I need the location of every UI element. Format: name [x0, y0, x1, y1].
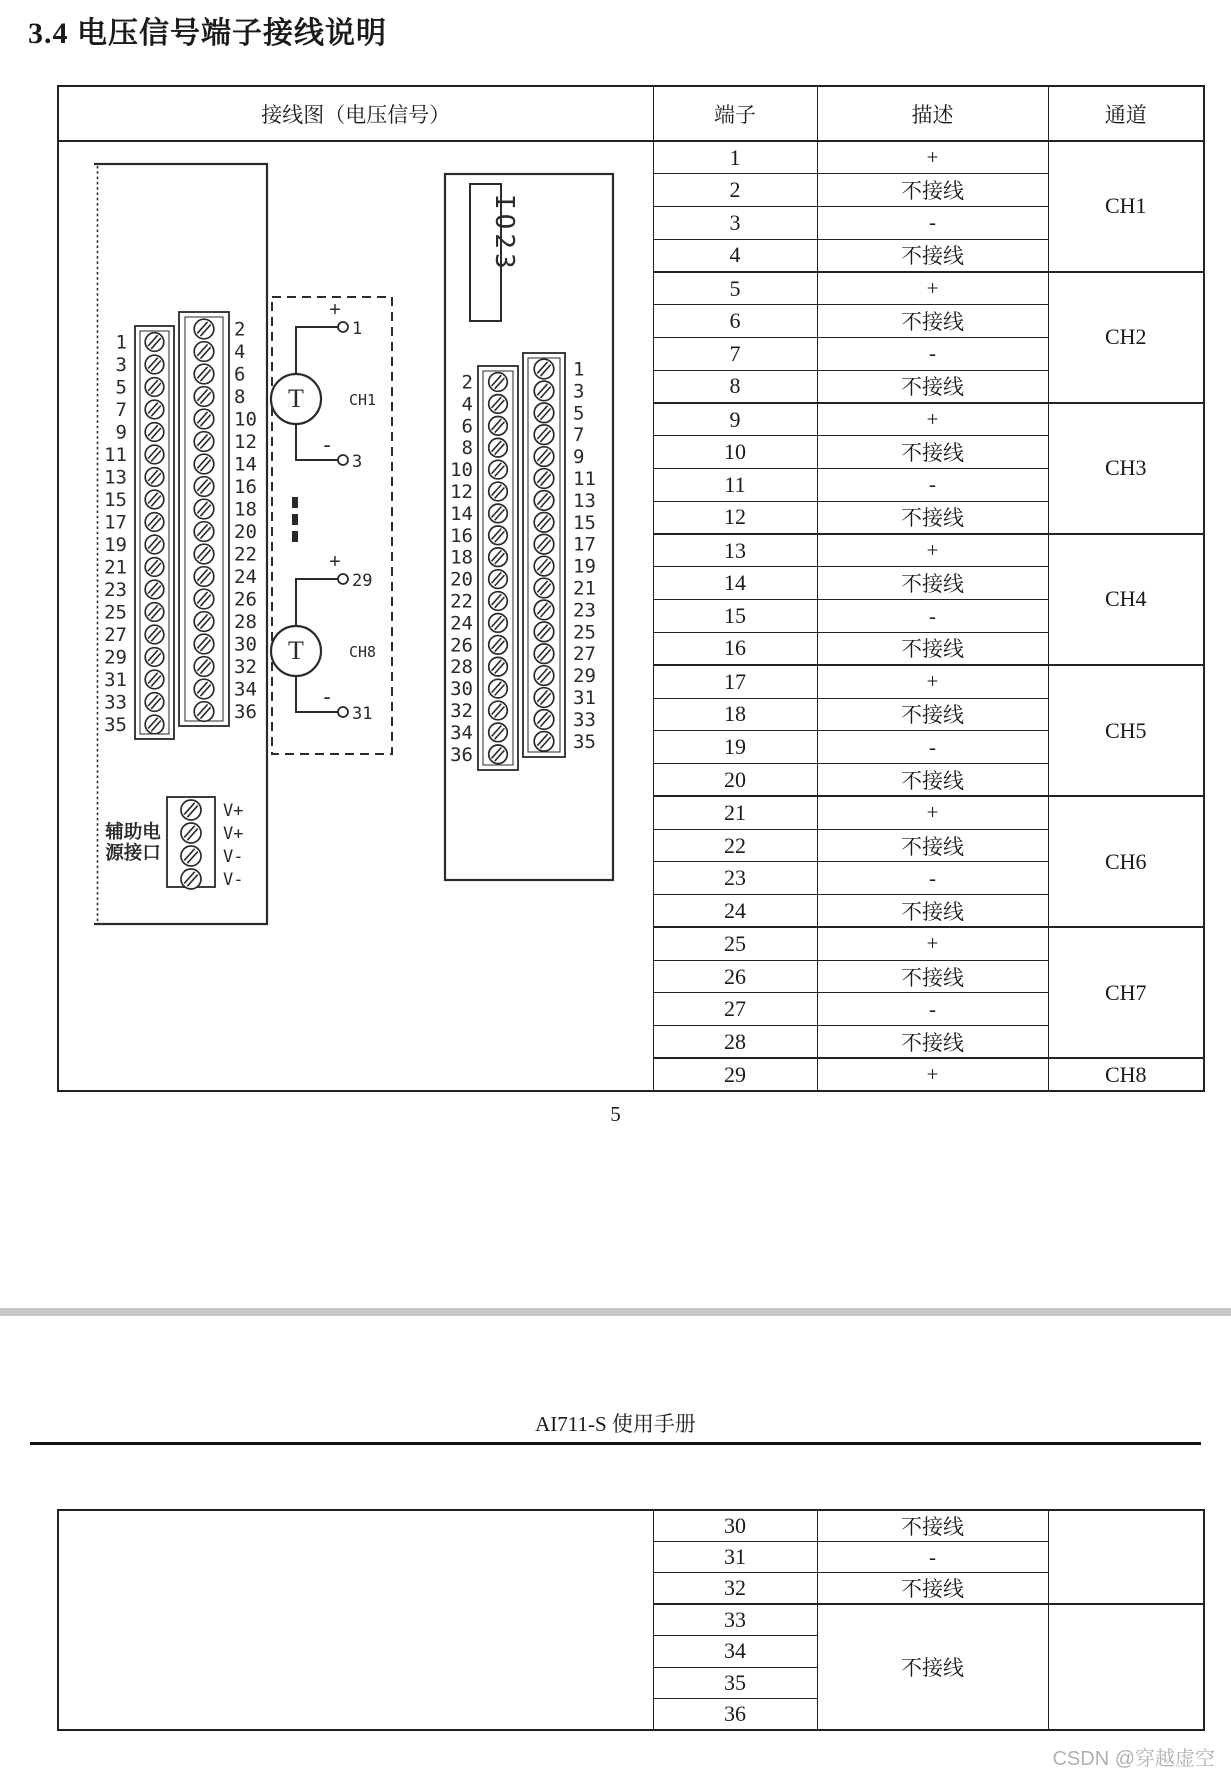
screw-icon	[489, 482, 508, 501]
page-number: 5	[610, 1102, 621, 1126]
channel-name-label: CH8	[349, 643, 377, 661]
terminal-cell: 4	[653, 239, 817, 272]
terminal-strip-odd	[523, 353, 565, 757]
plus-sign: +	[329, 551, 341, 573]
wiring-table-header-row	[58, 86, 1204, 141]
description-cell: 不接线	[817, 239, 1048, 272]
description-cell: 不接线	[817, 1510, 1048, 1542]
description-cell: 不接线	[817, 698, 1048, 731]
screw-icon	[534, 534, 554, 554]
description-cell: +	[817, 141, 1048, 174]
transducer-symbol: T	[288, 384, 304, 413]
description-cell: 不接线	[817, 632, 1048, 665]
circuit-terminal-label: 31	[352, 704, 373, 724]
wiring-diagram	[59, 142, 653, 1090]
wire	[296, 676, 338, 712]
channel-cell: CH8	[1048, 1058, 1204, 1091]
terminal-number-label: 26	[450, 634, 473, 657]
terminal-number-label: 34	[234, 678, 257, 701]
terminal-strip-even	[478, 366, 518, 770]
screw-icon	[181, 800, 201, 820]
terminal-number-label: 3	[573, 380, 585, 403]
terminal-cell: 9	[653, 403, 817, 436]
terminal-cell: 31	[653, 1542, 817, 1573]
terminal-number-label: 24	[234, 566, 257, 588]
channel-cell: CH2	[1048, 272, 1204, 403]
screw-icon	[489, 723, 508, 742]
terminal-number-label: 16	[450, 524, 473, 547]
description-cell: +	[817, 403, 1048, 436]
terminal-number-label: 32	[234, 656, 257, 678]
screw-icon	[194, 319, 214, 339]
channel-cell: CH7	[1048, 927, 1204, 1058]
terminal-number-label: 36	[234, 701, 257, 723]
screw-icon	[489, 395, 508, 414]
description-cell: 不接线	[817, 1026, 1048, 1059]
description-cell: 不接线	[817, 174, 1048, 207]
description-cell: +	[817, 796, 1048, 829]
terminal-number-label: 6	[461, 415, 473, 438]
screw-icon	[145, 468, 164, 487]
circuit-terminal-label: 1	[352, 319, 363, 339]
screw-icon	[489, 526, 508, 545]
description-cell: 不接线	[817, 763, 1048, 796]
terminal-number-label: 2	[461, 371, 473, 394]
terminal-cell: 15	[653, 600, 817, 633]
terminal-number-label: 21	[573, 577, 596, 600]
screw-icon	[194, 657, 214, 677]
description-cell: 不接线	[817, 1573, 1048, 1605]
terminal-cell: 12	[653, 501, 817, 534]
screw-icon	[194, 409, 214, 429]
screw-icon	[534, 513, 554, 533]
terminal-number-label: 31	[104, 669, 127, 691]
terminal-strip-even	[179, 312, 229, 726]
ellipsis-dot	[292, 514, 298, 525]
description-cell: -	[817, 206, 1048, 239]
right-terminal-module	[445, 174, 613, 880]
terminal-cell: 10	[653, 436, 817, 469]
terminal-cell: 11	[653, 469, 817, 502]
screw-icon	[534, 622, 554, 642]
screw-icon	[489, 614, 508, 633]
channel-cell: CH6	[1048, 796, 1204, 927]
module-id-label: IO23	[489, 194, 519, 273]
terminal-cell: 14	[653, 567, 817, 600]
terminal-cell: 5	[653, 272, 817, 305]
screw-icon	[489, 417, 508, 436]
diagram-column-empty-cell	[58, 1510, 653, 1730]
screw-icon	[181, 823, 201, 843]
channel-cell: CH3	[1048, 403, 1204, 534]
description-cell: 不接线	[817, 1604, 1048, 1730]
screw-icon	[534, 600, 554, 620]
description-cell: 不接线	[817, 501, 1048, 534]
minus-sign: -	[323, 684, 331, 709]
screw-icon	[194, 342, 214, 362]
terminal-number-label: 12	[450, 481, 473, 503]
terminal-cell: 6	[653, 305, 817, 338]
terminal-number-label: 16	[234, 476, 257, 498]
terminal-number-label: 15	[573, 511, 596, 534]
terminal-number-label: 6	[234, 363, 246, 386]
screw-icon	[194, 567, 214, 587]
continuation-table-body	[58, 1510, 1204, 1730]
terminal-number-label: 22	[450, 590, 473, 613]
screw-icon	[489, 636, 508, 655]
terminal-point	[338, 574, 348, 584]
description-cell: -	[817, 731, 1048, 764]
screw-icon	[145, 715, 164, 734]
terminal-number-label: 33	[573, 708, 596, 731]
screw-icon	[534, 710, 554, 730]
terminal-number-label: 31	[573, 687, 596, 709]
ellipsis-dot	[292, 531, 298, 542]
description-cell: 不接线	[817, 370, 1048, 403]
channel-cell: CH5	[1048, 665, 1204, 796]
screw-icon	[534, 447, 554, 467]
transducer-circuit	[271, 551, 376, 724]
terminal-number-label: 12	[234, 431, 257, 453]
screw-icon	[145, 378, 164, 397]
terminal-number-label: 10	[234, 408, 257, 431]
terminal-cell: 35	[653, 1667, 817, 1698]
screw-icon	[145, 535, 164, 554]
terminal-number-label: 36	[450, 743, 473, 766]
terminal-number-label: 5	[573, 402, 585, 425]
wire	[296, 327, 338, 374]
terminal-cell: 20	[653, 763, 817, 796]
terminal-number-label: 30	[450, 678, 473, 701]
terminal-cell: 22	[653, 829, 817, 862]
section-title: 3.4 电压信号端子接线说明	[28, 17, 387, 50]
terminal-cell: 23	[653, 862, 817, 895]
terminal-number-label: 28	[450, 656, 473, 679]
header-description: 描述	[817, 86, 1048, 141]
aux-power-label: 辅助电	[105, 821, 161, 842]
description-cell: +	[817, 665, 1048, 698]
screw-icon	[534, 644, 554, 664]
description-cell: -	[817, 337, 1048, 370]
screw-icon	[489, 745, 508, 764]
channel-cell	[1048, 1510, 1204, 1604]
screw-icon	[145, 580, 164, 599]
screw-icon	[534, 732, 554, 752]
description-cell: +	[817, 927, 1048, 960]
table-row	[58, 1510, 1204, 1542]
terminal-number-label: 22	[234, 543, 257, 566]
wire	[296, 424, 338, 460]
terminal-number-label: 33	[104, 691, 127, 714]
screw-icon	[534, 556, 554, 576]
description-cell: -	[817, 600, 1048, 633]
terminal-number-label: 15	[104, 489, 127, 511]
screw-icon	[145, 355, 164, 374]
description-cell: -	[817, 993, 1048, 1026]
wire	[296, 579, 338, 626]
terminal-cell: 33	[653, 1604, 817, 1635]
wiring-diagram-cell	[58, 141, 653, 1091]
manual-title: AI711-S 使用手册	[535, 1412, 696, 1436]
terminal-number-label: 1	[115, 331, 127, 354]
terminal-cell: 18	[653, 698, 817, 731]
terminal-number-label: 11	[104, 444, 127, 466]
terminal-number-label: 11	[573, 468, 596, 490]
aux-terminal-label: V-	[223, 847, 244, 867]
terminal-number-label: 25	[573, 621, 596, 644]
screw-icon	[489, 438, 508, 457]
terminal-point	[338, 322, 348, 332]
terminal-number-label: 7	[573, 424, 585, 447]
screw-icon	[534, 403, 554, 423]
terminal-point	[338, 707, 348, 717]
screw-icon	[145, 558, 164, 577]
table-row	[58, 141, 1204, 174]
continuation-table	[57, 1509, 1205, 1731]
terminal-cell: 16	[653, 632, 817, 665]
screw-icon	[194, 702, 214, 722]
screw-icon	[489, 548, 508, 567]
manual-title-rule	[30, 1442, 1201, 1445]
terminal-number-label: 32	[450, 700, 473, 722]
channel-name-label: CH1	[349, 391, 377, 409]
terminal-number-label: 14	[450, 502, 473, 525]
screw-icon	[489, 460, 508, 479]
screw-icon	[534, 425, 554, 445]
terminal-cell: 28	[653, 1026, 817, 1059]
terminal-number-label: 14	[234, 453, 257, 476]
screw-icon	[489, 592, 508, 611]
screw-icon	[489, 701, 508, 720]
screw-icon	[145, 648, 164, 667]
wiring-table	[57, 85, 1205, 1092]
terminal-number-label: 29	[573, 665, 596, 688]
terminal-number-label: 35	[573, 730, 596, 753]
terminal-cell: 7	[653, 337, 817, 370]
terminal-cell: 21	[653, 796, 817, 829]
terminal-cell: 27	[653, 993, 817, 1026]
terminal-number-label: 18	[234, 498, 257, 521]
ellipsis-dot	[292, 497, 298, 508]
minus-sign: -	[323, 432, 331, 457]
screw-icon	[534, 469, 554, 489]
terminal-number-label: 25	[104, 601, 127, 624]
terminal-cell: 2	[653, 174, 817, 207]
screw-icon	[145, 625, 164, 644]
terminal-number-label: 1	[573, 358, 585, 381]
terminal-number-label: 2	[234, 318, 246, 341]
terminal-number-label: 13	[104, 466, 127, 489]
screw-icon	[194, 612, 214, 632]
screw-icon	[145, 693, 164, 712]
terminal-number-label: 20	[234, 521, 257, 543]
terminal-cell: 25	[653, 927, 817, 960]
terminal-number-label: 27	[573, 643, 596, 666]
screw-icon	[534, 381, 554, 401]
description-cell: +	[817, 1058, 1048, 1091]
terminal-number-label: 3	[115, 354, 127, 376]
terminal-number-label: 17	[573, 533, 596, 556]
screw-icon	[489, 570, 508, 589]
description-cell: +	[817, 534, 1048, 567]
description-cell: -	[817, 1542, 1048, 1573]
screw-icon	[145, 400, 164, 419]
screw-icon	[489, 504, 508, 523]
terminal-number-label: 7	[115, 399, 127, 421]
description-cell: 不接线	[817, 436, 1048, 469]
terminal-number-label: 19	[104, 534, 127, 556]
screw-icon	[194, 432, 214, 452]
plus-sign: +	[329, 299, 341, 321]
screw-icon	[145, 670, 164, 689]
channel-cell: CH4	[1048, 534, 1204, 665]
terminal-number-label: 8	[461, 437, 473, 460]
aux-terminal-label: V-	[223, 870, 244, 890]
terminal-number-label: 21	[104, 556, 127, 579]
screw-icon	[145, 445, 164, 464]
screw-icon	[194, 499, 214, 519]
description-cell: -	[817, 862, 1048, 895]
terminal-number-label: 24	[450, 612, 473, 635]
terminal-number-label: 35	[104, 714, 127, 736]
screw-icon	[534, 359, 554, 379]
description-cell: 不接线	[817, 305, 1048, 338]
screw-icon	[145, 423, 164, 442]
terminal-point	[338, 455, 348, 465]
terminal-cell: 1	[653, 141, 817, 174]
screw-icon	[534, 578, 554, 598]
aux-power-connector	[104, 797, 243, 890]
terminal-cell: 30	[653, 1510, 817, 1542]
signal-circuit-box	[271, 297, 392, 754]
screw-icon	[194, 364, 214, 384]
transducer-symbol: T	[288, 636, 304, 665]
screw-icon	[194, 454, 214, 474]
screw-icon	[194, 544, 214, 564]
screw-icon	[489, 657, 508, 676]
terminal-cell: 17	[653, 665, 817, 698]
description-cell: 不接线	[817, 567, 1048, 600]
aux-terminal-label: V+	[223, 801, 244, 821]
screw-icon	[489, 679, 508, 698]
left-terminal-module	[94, 164, 267, 924]
terminal-cell: 32	[653, 1573, 817, 1605]
screw-icon	[145, 603, 164, 622]
wiring-table-body	[58, 141, 1204, 1091]
terminal-strip-odd	[135, 326, 174, 739]
circuit-terminal-label: 3	[352, 452, 363, 472]
terminal-number-label: 27	[104, 624, 127, 646]
screw-icon	[194, 522, 214, 542]
screw-icon	[534, 666, 554, 686]
terminal-number-label: 9	[573, 446, 585, 469]
screw-icon	[194, 679, 214, 699]
screw-icon	[534, 491, 554, 511]
aux-power-label: 源接口	[105, 842, 161, 863]
transducer-circuit	[271, 299, 376, 472]
terminal-number-label: 10	[450, 459, 473, 482]
screw-icon	[145, 490, 164, 509]
terminal-number-label: 8	[234, 386, 246, 408]
screw-icon	[194, 634, 214, 654]
screw-icon	[181, 869, 201, 889]
description-cell: 不接线	[817, 895, 1048, 928]
terminal-number-label: 26	[234, 588, 257, 611]
header-terminal: 端子	[653, 86, 817, 141]
channel-cell: CH1	[1048, 141, 1204, 272]
description-cell: 不接线	[817, 960, 1048, 993]
screw-icon	[145, 333, 164, 352]
terminal-cell: 8	[653, 370, 817, 403]
terminal-cell: 24	[653, 895, 817, 928]
screw-icon	[145, 513, 164, 532]
page-break-divider	[0, 1308, 1231, 1316]
terminal-number-label: 23	[573, 599, 596, 622]
screw-icon	[534, 688, 554, 708]
terminal-number-label: 9	[115, 421, 127, 444]
screw-icon	[194, 387, 214, 407]
aux-terminal-label: V+	[223, 824, 244, 844]
csdn-watermark: CSDN @穿越虚空	[1052, 1748, 1215, 1770]
screw-icon	[489, 373, 508, 392]
channel-cell	[1048, 1604, 1204, 1730]
terminal-number-label: 4	[234, 341, 246, 363]
terminal-cell: 13	[653, 534, 817, 567]
terminal-number-label: 4	[461, 393, 473, 416]
terminal-number-label: 23	[104, 579, 127, 601]
terminal-number-label: 13	[573, 489, 596, 512]
dashed-box-outline	[272, 297, 392, 754]
header-channel: 通道	[1048, 86, 1204, 141]
terminal-cell: 34	[653, 1636, 817, 1667]
terminal-number-label: 19	[573, 555, 596, 578]
terminal-number-label: 28	[234, 611, 257, 633]
terminal-cell: 36	[653, 1699, 817, 1730]
terminal-number-label: 30	[234, 633, 257, 656]
screw-icon	[181, 846, 201, 866]
terminal-number-label: 29	[104, 646, 127, 669]
header-diagram: 接线图（电压信号）	[58, 86, 653, 141]
terminal-number-label: 17	[104, 511, 127, 534]
terminal-cell: 29	[653, 1058, 817, 1091]
terminal-cell: 3	[653, 206, 817, 239]
description-cell: -	[817, 469, 1048, 502]
description-cell: 不接线	[817, 829, 1048, 862]
description-cell: +	[817, 272, 1048, 305]
terminal-cell: 26	[653, 960, 817, 993]
terminal-number-label: 5	[115, 376, 127, 399]
terminal-number-label: 20	[450, 568, 473, 591]
circuit-terminal-label: 29	[352, 571, 373, 591]
terminal-cell: 19	[653, 731, 817, 764]
screw-icon	[194, 477, 214, 497]
screw-icon	[194, 589, 214, 609]
terminal-number-label: 18	[450, 546, 473, 569]
terminal-number-label: 34	[450, 721, 473, 744]
